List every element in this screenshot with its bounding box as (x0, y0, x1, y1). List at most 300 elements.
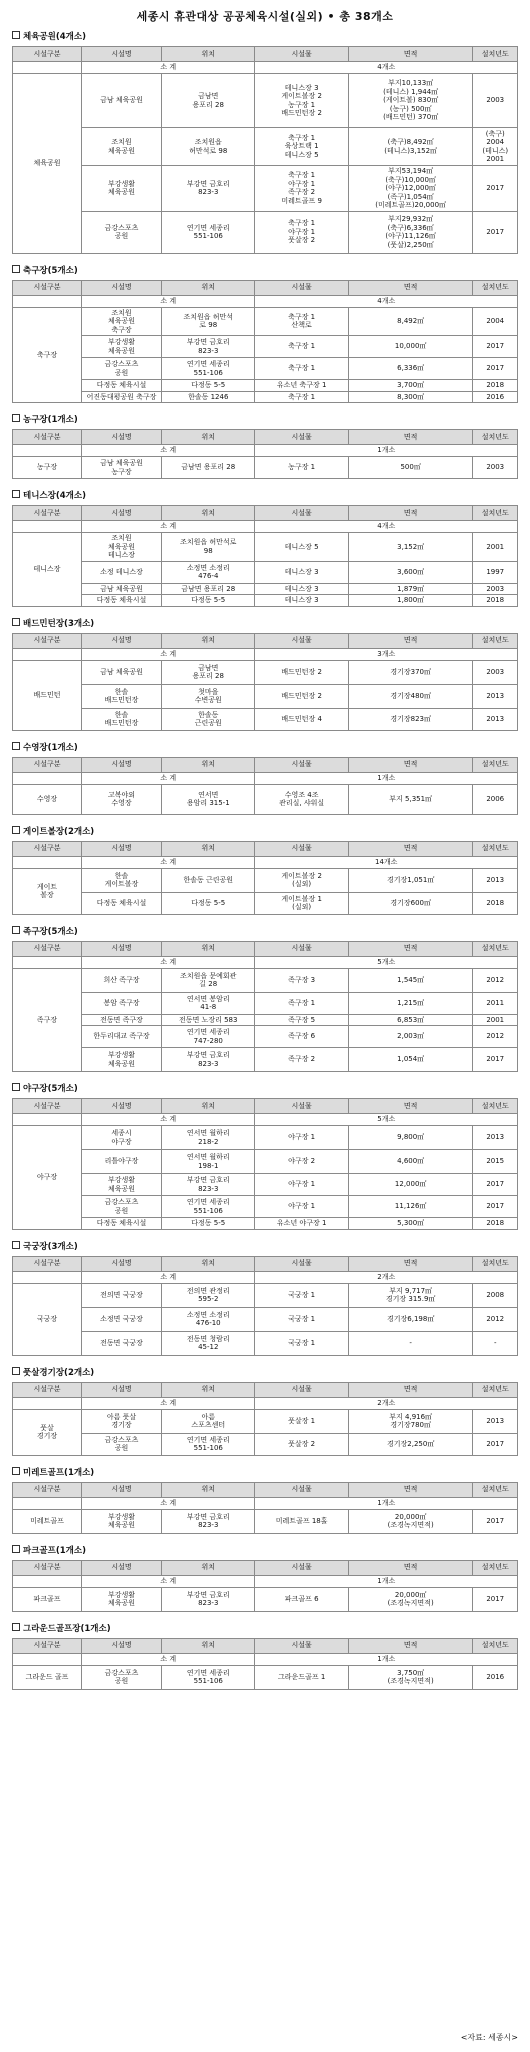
table-row (13, 784, 518, 814)
cell-facilities: 국궁장 1 (255, 1283, 348, 1307)
subtotal-value: 1개소 (255, 1575, 518, 1587)
header-area: 면적 (348, 1256, 473, 1271)
cell-facilities: 테니스장 3 게이트볼장 2 농구장 1 배드민턴장 2 (255, 74, 348, 128)
table-row (13, 892, 518, 914)
header-facilities: 시설물 (255, 1256, 348, 1271)
facility-table (12, 1098, 518, 1230)
subtotal-value: 1개소 (255, 772, 518, 784)
table-header-row (13, 941, 518, 956)
cell-area: 3,700㎡ (348, 380, 473, 392)
section-title (12, 741, 518, 755)
header-location: 위치 (162, 1638, 255, 1653)
cell-location: 조치원읍 허만석 로 98 (162, 307, 255, 336)
subtotal-label: 소 계 (81, 1575, 255, 1587)
table-header-row (13, 430, 518, 445)
header-name: 시설명 (81, 280, 161, 295)
table-row (13, 457, 518, 479)
category-cell: 미레트골프 (13, 1509, 82, 1533)
header-area: 면적 (348, 757, 473, 772)
cell-name: 한솔 게이트볼장 (81, 868, 161, 892)
table-row (13, 660, 518, 684)
header-category: 시설구분 (13, 757, 82, 772)
cell-area: 5,300㎡ (348, 1218, 473, 1230)
cell-name: 고복야외 수영장 (81, 784, 161, 814)
cell-area: 3,750㎡ (조경녹지면적) (348, 1665, 473, 1689)
subtotal-blank-cell (13, 1575, 82, 1587)
cell-location: 첫마을 수변공원 (162, 684, 255, 708)
header-name: 시설명 (81, 941, 161, 956)
square-bullet-icon (12, 618, 20, 626)
cell-year: 2003 (473, 660, 518, 684)
cell-facilities: 축구장 1 야구장 1 족구장 2 미레트골프 9 (255, 166, 348, 212)
cell-location: 연서면 월하리 198-1 (162, 1150, 255, 1174)
cell-area: 12,000㎡ (348, 1174, 473, 1196)
subtotal-label: 소 계 (81, 956, 255, 968)
cell-year: 2017 (473, 166, 518, 212)
square-bullet-icon (12, 265, 20, 273)
cell-name: 다정동 체육시설 (81, 595, 161, 607)
cell-facilities: 축구장 1 (255, 391, 348, 403)
subtotal-row (13, 1271, 518, 1283)
subtotal-blank-cell (13, 521, 82, 533)
cell-location: 부강면 금호리 823-3 (162, 336, 255, 358)
table-header-row (13, 1256, 518, 1271)
cell-year: 2017 (473, 1174, 518, 1196)
header-area: 면적 (348, 841, 473, 856)
cell-year: 2013 (473, 1409, 518, 1433)
cell-year: (축구) 2004 (테니스) 2001 (473, 128, 518, 166)
cell-year: 2013 (473, 868, 518, 892)
cell-facilities: 배드민턴장 4 (255, 708, 348, 730)
subtotal-blank-cell (13, 772, 82, 784)
table-row (13, 391, 518, 403)
cell-year: 2018 (473, 892, 518, 914)
table-row (13, 1587, 518, 1611)
facility-table (12, 280, 518, 404)
subtotal-row (13, 956, 518, 968)
subtotal-value: 14개소 (255, 856, 518, 868)
cell-facilities: 풋살장 1 (255, 1409, 348, 1433)
cell-facilities: 축구장 1 (255, 336, 348, 358)
table-row (13, 1150, 518, 1174)
cell-facilities: 족구장 3 (255, 968, 348, 992)
cell-facilities: 야구장 1 (255, 1196, 348, 1218)
cell-name: 부강생활 체육공원 (81, 166, 161, 212)
section-title-text: 국궁장(3개소) (23, 1241, 78, 1252)
header-area: 면적 (348, 506, 473, 521)
cell-location: 다정동 5-5 (162, 892, 255, 914)
cell-name: 세종시 야구장 (81, 1126, 161, 1150)
cell-location: 조치원읍 허만석로 98 (162, 533, 255, 562)
cell-year: 2012 (473, 1307, 518, 1331)
cell-year: 2018 (473, 595, 518, 607)
cell-facilities: 풋살장 2 (255, 1433, 348, 1455)
subtotal-row (13, 772, 518, 784)
cell-name: 금강스포츠 공원 (81, 1665, 161, 1689)
header-location: 위치 (162, 1382, 255, 1397)
cell-location: 조치원읍 문예회관 길 28 (162, 968, 255, 992)
cell-year: 2001 (473, 1014, 518, 1026)
cell-name: 금강스포츠 공원 (81, 211, 161, 253)
facility-table (12, 429, 518, 479)
header-facilities: 시설물 (255, 841, 348, 856)
table-header-row (13, 841, 518, 856)
header-year: 설치년도 (473, 280, 518, 295)
section-title-text: 풋살경기장(2개소) (23, 1367, 95, 1378)
section-title (12, 1082, 518, 1096)
cell-name: 부강생활 체육공원 (81, 1509, 161, 1533)
cell-area: 10,000㎡ (348, 336, 473, 358)
section-title (12, 489, 518, 503)
header-name: 시설명 (81, 1099, 161, 1114)
table-row (13, 1196, 518, 1218)
cell-location: 다정동 5-5 (162, 1218, 255, 1230)
page-title: 세종시 휴관대상 공공체육시설(실외) • 총 38개소 (136, 10, 394, 23)
cell-name: 다정동 체육시설 (81, 380, 161, 392)
subtotal-row (13, 1397, 518, 1409)
subtotal-row (13, 856, 518, 868)
cell-area: 경기장480㎡ (348, 684, 473, 708)
header-name: 시설명 (81, 430, 161, 445)
header-year: 설치년도 (473, 1482, 518, 1497)
square-bullet-icon (12, 31, 20, 39)
section-title (12, 825, 518, 839)
subtotal-value: 1개소 (255, 1497, 518, 1509)
table-row (13, 561, 518, 583)
cell-year: 2004 (473, 307, 518, 336)
cell-year: 2017 (473, 358, 518, 380)
header-facilities: 시설물 (255, 280, 348, 295)
header-facilities: 시설물 (255, 506, 348, 521)
cell-year: 1997 (473, 561, 518, 583)
subtotal-blank-cell (13, 1497, 82, 1509)
subtotal-blank-cell (13, 445, 82, 457)
table-row (13, 1174, 518, 1196)
cell-year: 2008 (473, 1283, 518, 1307)
cell-facilities: 농구장 1 (255, 457, 348, 479)
section-title-text: 미레트골프(1개소) (23, 1467, 95, 1478)
facility-table (12, 1482, 518, 1534)
cell-area: 경기장600㎡ (348, 892, 473, 914)
square-bullet-icon (12, 926, 20, 934)
cell-name: 한두리대교 족구장 (81, 1026, 161, 1048)
cell-facilities: 배드민턴장 2 (255, 684, 348, 708)
cell-facilities: 유소년 축구장 1 (255, 380, 348, 392)
cell-name: 다정동 체육시설 (81, 892, 161, 914)
square-bullet-icon (12, 742, 20, 750)
cell-facilities: 테니스장 3 (255, 583, 348, 595)
cell-facilities: 축구장 1 산책로 (255, 307, 348, 336)
cell-area: 6,336㎡ (348, 358, 473, 380)
header-facilities: 시설물 (255, 430, 348, 445)
facility-tables (12, 30, 518, 1700)
cell-facilities: 족구장 5 (255, 1014, 348, 1026)
header-year: 설치년도 (473, 1638, 518, 1653)
cell-area: 1,215㎡ (348, 992, 473, 1014)
category-cell: 체육공원 (13, 74, 82, 254)
table-header-row (13, 1382, 518, 1397)
category-cell: 족구장 (13, 968, 82, 1072)
section-title-text: 그라운드골프장(1개소) (23, 1623, 111, 1634)
cell-location: 한솔동 근린공원 (162, 868, 255, 892)
cell-name: 금남 체육공원 (81, 583, 161, 595)
header-facilities: 시설물 (255, 633, 348, 648)
cell-location: 금남면 용포리 28 (162, 583, 255, 595)
cell-area: 11,126㎡ (348, 1196, 473, 1218)
cell-name: 금강스포츠 공원 (81, 1196, 161, 1218)
square-bullet-icon (12, 1545, 20, 1553)
category-cell: 풋살 경기장 (13, 1409, 82, 1455)
table-header-row (13, 280, 518, 295)
cell-facilities: 배드민턴장 2 (255, 660, 348, 684)
cell-year: 2017 (473, 336, 518, 358)
source-note: <자료: 세종시> (460, 2033, 518, 2042)
subtotal-blank-cell (13, 1271, 82, 1283)
subtotal-row (13, 1497, 518, 1509)
cell-area: 1,054㎡ (348, 1048, 473, 1072)
header-year: 설치년도 (473, 506, 518, 521)
cell-location: 연기면 세종리 551-106 (162, 358, 255, 380)
cell-location: 부강면 금호리 823-3 (162, 1174, 255, 1196)
cell-facilities: 족구장 6 (255, 1026, 348, 1048)
cell-location: 금남면 용포리 28 (162, 660, 255, 684)
cell-area: 4,600㎡ (348, 1150, 473, 1174)
table-row (13, 211, 518, 253)
category-cell: 테니스장 (13, 533, 82, 607)
header-category: 시설구분 (13, 47, 82, 62)
subtotal-row (13, 521, 518, 533)
header-facilities: 시설물 (255, 1099, 348, 1114)
cell-year: 2013 (473, 1126, 518, 1150)
cell-area: 1,800㎡ (348, 595, 473, 607)
header-year: 설치년도 (473, 430, 518, 445)
cell-location: 전의면 관정리 595-2 (162, 1283, 255, 1307)
cell-facilities: 미레트골프 18홀 (255, 1509, 348, 1533)
section-title-text: 족구장(5개소) (23, 926, 78, 937)
header-category: 시설구분 (13, 841, 82, 856)
table-row (13, 358, 518, 380)
section-title-text: 야구장(5개소) (23, 1084, 78, 1094)
header-year: 설치년도 (473, 633, 518, 648)
table-row (13, 868, 518, 892)
header-facilities: 시설물 (255, 1638, 348, 1653)
section-title (12, 1544, 518, 1558)
cell-name: 소정면 국궁장 (81, 1307, 161, 1331)
table-row (13, 1331, 518, 1355)
header-category: 시설구분 (13, 1382, 82, 1397)
cell-area: 6,853㎡ (348, 1014, 473, 1026)
facility-table (12, 1256, 518, 1356)
cell-year: 2003 (473, 457, 518, 479)
table-row (13, 1048, 518, 1072)
cell-year: 2003 (473, 583, 518, 595)
header-year: 설치년도 (473, 1382, 518, 1397)
cell-area: 1,545㎡ (348, 968, 473, 992)
cell-facilities: 야구장 1 (255, 1174, 348, 1196)
cell-location: 연기면 세종리 551-106 (162, 211, 255, 253)
table-row (13, 74, 518, 128)
table-row (13, 684, 518, 708)
cell-name: 부강생활 체육공원 (81, 1048, 161, 1072)
cell-year: - (473, 1331, 518, 1355)
cell-location: 전동면 노장리 583 (162, 1014, 255, 1026)
subtotal-value: 1개소 (255, 1653, 518, 1665)
section-title (12, 617, 518, 631)
cell-year: 2013 (473, 708, 518, 730)
header-category: 시설구분 (13, 506, 82, 521)
cell-facilities: 수영조 4조 관리실, 샤워실 (255, 784, 348, 814)
table-row (13, 166, 518, 212)
cell-year: 2018 (473, 1218, 518, 1230)
cell-name: 다정동 체육시설 (81, 1218, 161, 1230)
subtotal-blank-cell (13, 62, 82, 74)
cell-location: 부강면 금호리 823-3 (162, 1587, 255, 1611)
cell-facilities: 테니스장 5 (255, 533, 348, 562)
section-title (12, 1622, 518, 1636)
cell-location: 아름 스포츠센터 (162, 1409, 255, 1433)
table-header-row (13, 633, 518, 648)
cell-area: 2,003㎡ (348, 1026, 473, 1048)
cell-location: 연기면 세종리 551-106 (162, 1433, 255, 1455)
table-row (13, 1283, 518, 1307)
cell-facilities: 유소년 야구장 1 (255, 1218, 348, 1230)
cell-location: 소정면 소정리 476-4 (162, 561, 255, 583)
header-location: 위치 (162, 633, 255, 648)
header-category: 시설구분 (13, 941, 82, 956)
header-category: 시설구분 (13, 430, 82, 445)
cell-year: 2016 (473, 391, 518, 403)
table-row (13, 583, 518, 595)
cell-year: 2018 (473, 380, 518, 392)
header-area: 면적 (348, 941, 473, 956)
header-name: 시설명 (81, 633, 161, 648)
header-category: 시설구분 (13, 633, 82, 648)
cell-year: 2017 (473, 1048, 518, 1072)
header-area: 면적 (348, 280, 473, 295)
subtotal-blank-cell (13, 295, 82, 307)
table-header-row (13, 1560, 518, 1575)
header-category: 시설구분 (13, 1256, 82, 1271)
cell-location: 연기면 세종리 747-280 (162, 1026, 255, 1048)
cell-area: 8,492㎡ (348, 307, 473, 336)
section-title (12, 1240, 518, 1254)
cell-location: 연기면 세종리 551-106 (162, 1196, 255, 1218)
cell-area: 경기장370㎡ (348, 660, 473, 684)
subtotal-row (13, 1653, 518, 1665)
subtotal-value: 4개소 (255, 295, 518, 307)
square-bullet-icon (12, 1367, 20, 1375)
header-location: 위치 (162, 757, 255, 772)
square-bullet-icon (12, 826, 20, 834)
subtotal-value: 2개소 (255, 1397, 518, 1409)
cell-area: 경기장2,250㎡ (348, 1433, 473, 1455)
header-area: 면적 (348, 1560, 473, 1575)
header-name: 시설명 (81, 506, 161, 521)
subtotal-label: 소 계 (81, 772, 255, 784)
cell-area: 20,000㎡ (조경녹지면적) (348, 1587, 473, 1611)
subtotal-label: 소 계 (81, 1653, 255, 1665)
table-row (13, 595, 518, 607)
cell-facilities: 게이트볼장 2 (실외) (255, 868, 348, 892)
table-row (13, 336, 518, 358)
category-cell: 파크골프 (13, 1587, 82, 1611)
cell-location: 소정면 소정리 476-10 (162, 1307, 255, 1331)
section-title (12, 413, 518, 427)
header-location: 위치 (162, 1482, 255, 1497)
header-facilities: 시설물 (255, 47, 348, 62)
cell-area: 부지 4,916㎡ 경기장780㎡ (348, 1409, 473, 1433)
section-title-text: 게이트볼장(2개소) (23, 826, 95, 837)
cell-location: 연서면 월하리 218-2 (162, 1126, 255, 1150)
subtotal-value: 5개소 (255, 956, 518, 968)
cell-facilities: 야구장 1 (255, 1126, 348, 1150)
subtotal-value: 3개소 (255, 648, 518, 660)
header-year: 설치년도 (473, 841, 518, 856)
header-facilities: 시설물 (255, 757, 348, 772)
cell-facilities: 그라운드골프 1 (255, 1665, 348, 1689)
header-category: 시설구분 (13, 1560, 82, 1575)
table-row (13, 1307, 518, 1331)
subtotal-row (13, 1114, 518, 1126)
cell-area: 부지 9,717㎡ 경기장 315.9㎡ (348, 1283, 473, 1307)
subtotal-label: 소 계 (81, 1497, 255, 1509)
table-row (13, 1509, 518, 1533)
cell-year: 2006 (473, 784, 518, 814)
table-row (13, 708, 518, 730)
category-cell: 국궁장 (13, 1283, 82, 1355)
cell-name: 전의면 국궁장 (81, 1283, 161, 1307)
cell-year: 2012 (473, 1026, 518, 1048)
cell-area: 경기장6,198㎡ (348, 1307, 473, 1331)
section-title (12, 1366, 518, 1380)
cell-location: 조치원읍 허만석로 98 (162, 128, 255, 166)
header-name: 시설명 (81, 1256, 161, 1271)
cell-facilities: 축구장 1 야구장 1 풋살장 2 (255, 211, 348, 253)
header-year: 설치년도 (473, 1560, 518, 1575)
table-header-row (13, 1482, 518, 1497)
section-title-text: 배드민턴장(3개소) (23, 618, 95, 629)
subtotal-label: 소 계 (81, 295, 255, 307)
table-row (13, 1026, 518, 1048)
header-year: 설치년도 (473, 941, 518, 956)
cell-location: 금남면 용포리 28 (162, 457, 255, 479)
category-cell: 배드민턴 (13, 660, 82, 730)
cell-location: 다정동 5-5 (162, 380, 255, 392)
header-category: 시설구분 (13, 1638, 82, 1653)
cell-name: 한솔 배드민턴장 (81, 708, 161, 730)
cell-location: 연서면 용암리 315-1 (162, 784, 255, 814)
header-area: 면적 (348, 1638, 473, 1653)
table-header-row (13, 1638, 518, 1653)
cell-year: 2015 (473, 1150, 518, 1174)
cell-facilities: 축구장 1 육상트랙 1 테니스장 5 (255, 128, 348, 166)
table-row (13, 1126, 518, 1150)
subtotal-blank-cell (13, 1653, 82, 1665)
subtotal-blank-cell (13, 956, 82, 968)
subtotal-blank-cell (13, 1397, 82, 1409)
cell-area: 20,000㎡ (조경녹지면적) (348, 1509, 473, 1533)
table-header-row (13, 506, 518, 521)
facility-table (12, 1382, 518, 1456)
header-name: 시설명 (81, 47, 161, 62)
header-facilities: 시설물 (255, 1560, 348, 1575)
table-row (13, 968, 518, 992)
category-cell: 축구장 (13, 307, 82, 403)
subtotal-value: 1개소 (255, 445, 518, 457)
table-row (13, 533, 518, 562)
cell-year: 2011 (473, 992, 518, 1014)
cell-year: 2017 (473, 211, 518, 253)
